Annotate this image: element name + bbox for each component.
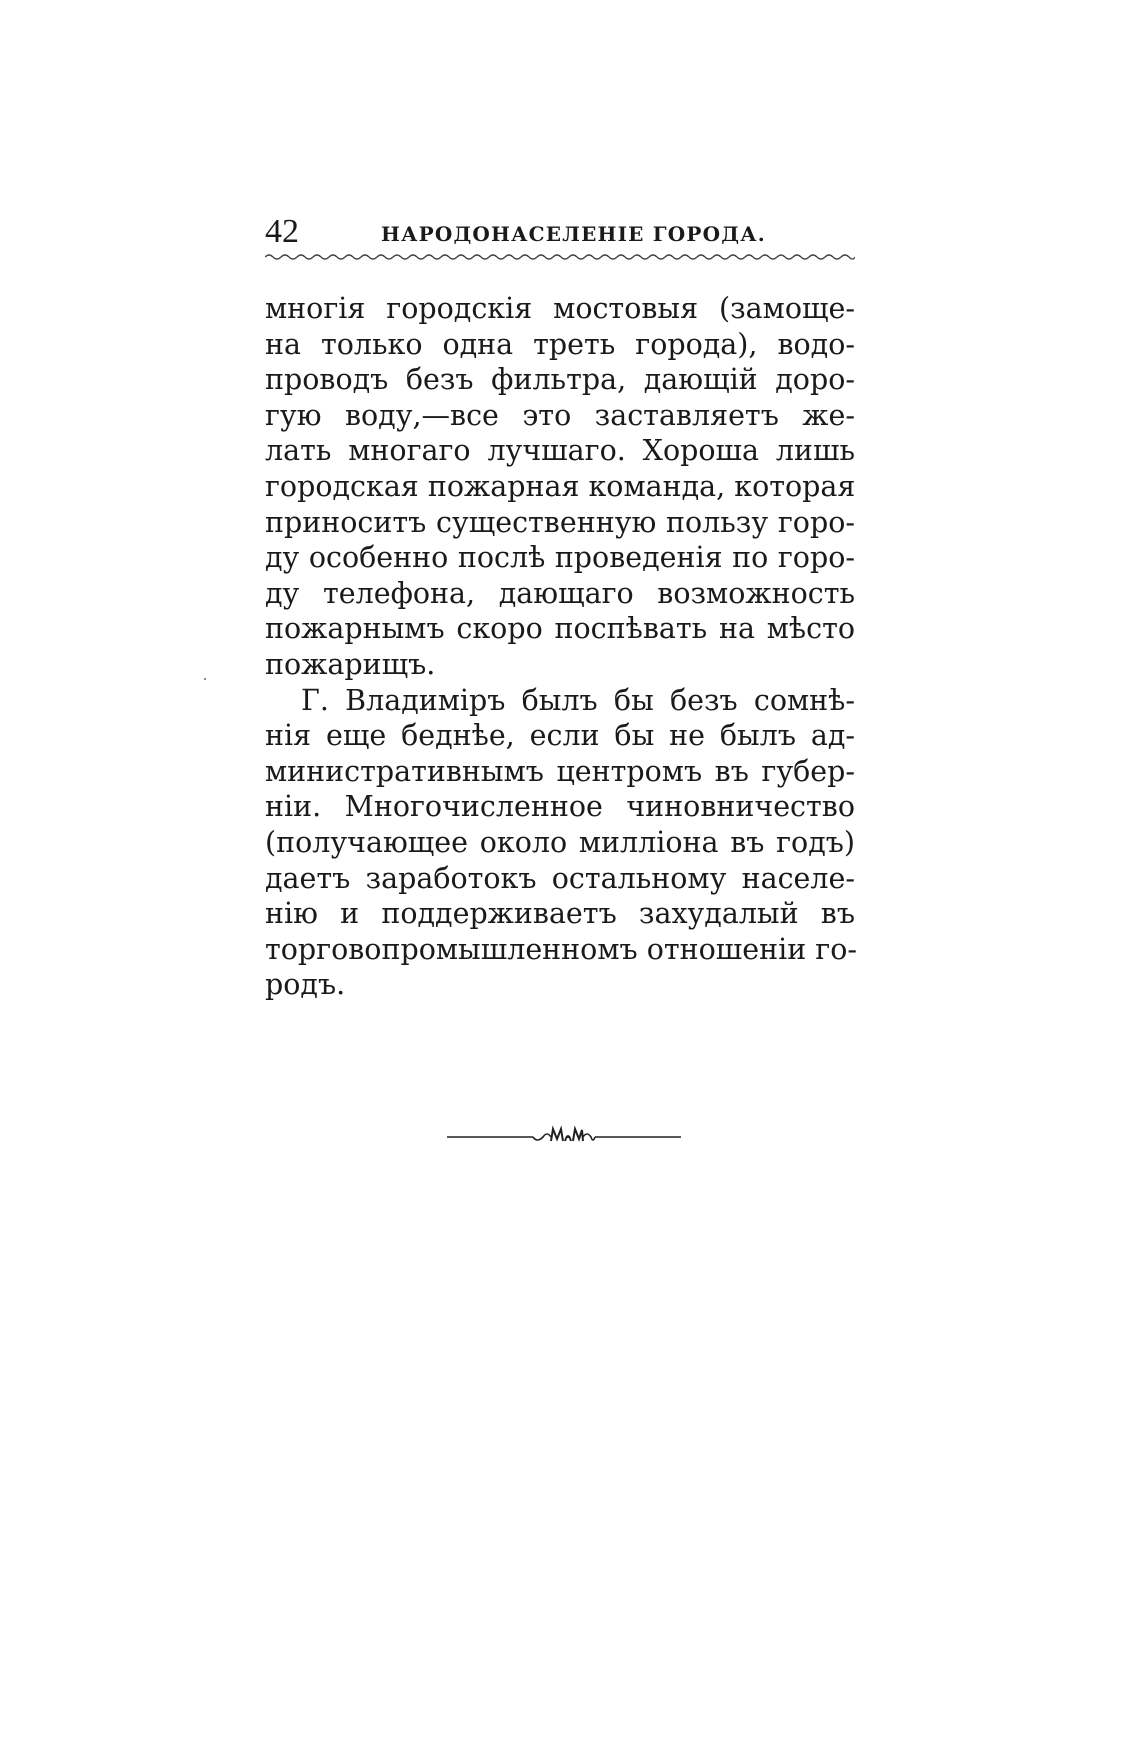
text-line: гую воду,—все это заставляетъ же-: [265, 398, 855, 432]
page-number: 42: [265, 213, 299, 250]
text-line: нія еще беднѣе, если бы не былъ ад-: [265, 719, 855, 753]
text-line: ніи. Многочисленное чиновничество: [265, 790, 855, 824]
paragraph-2: [265, 683, 858, 1003]
running-title: НАРОДОНАСЕЛЕНІЕ ГОРОДА.: [381, 222, 766, 246]
end-ornament-icon: [447, 1125, 681, 1149]
page-header: [265, 212, 855, 252]
paragraph-1: [265, 291, 855, 683]
text-line: родъ.: [265, 968, 346, 1002]
text-line: (получающее около милліона въ годъ): [265, 825, 855, 859]
text-line: даетъ заработокъ остальному населе-: [265, 861, 855, 895]
text-line: торговопромышленномъ отношеніи го-: [265, 932, 858, 966]
margin-speck: [204, 678, 206, 680]
text-line: лать многаго лучшаго. Хороша лишь: [265, 434, 855, 468]
text-line: городская пожарная команда, которая: [265, 469, 856, 503]
text-line: нію и поддерживаетъ захудалый въ: [265, 897, 855, 931]
text-line: Г. Владиміръ былъ бы безъ сомнѣ-: [301, 683, 855, 717]
text-line: пожарнымъ скоро поспѣвать на мѣсто: [265, 612, 855, 646]
text-line: проводъ безъ фильтра, дающій доро-: [265, 363, 855, 397]
text-line: на только одна треть города), водо-: [265, 327, 855, 361]
text-line: приноситъ существенную пользу горо-: [265, 505, 855, 539]
header-wavy-rule: [265, 252, 855, 262]
text-line: министративнымъ центромъ въ губер-: [265, 754, 855, 788]
text-line: многія городскія мостовыя (замоще-: [265, 292, 855, 325]
text-line: ду телефона, дающаго возможность: [265, 576, 855, 610]
text-line: ду особенно послѣ проведенія по горо-: [265, 541, 855, 575]
text-line: пожарищъ.: [265, 647, 436, 681]
body-text: [265, 291, 858, 1003]
